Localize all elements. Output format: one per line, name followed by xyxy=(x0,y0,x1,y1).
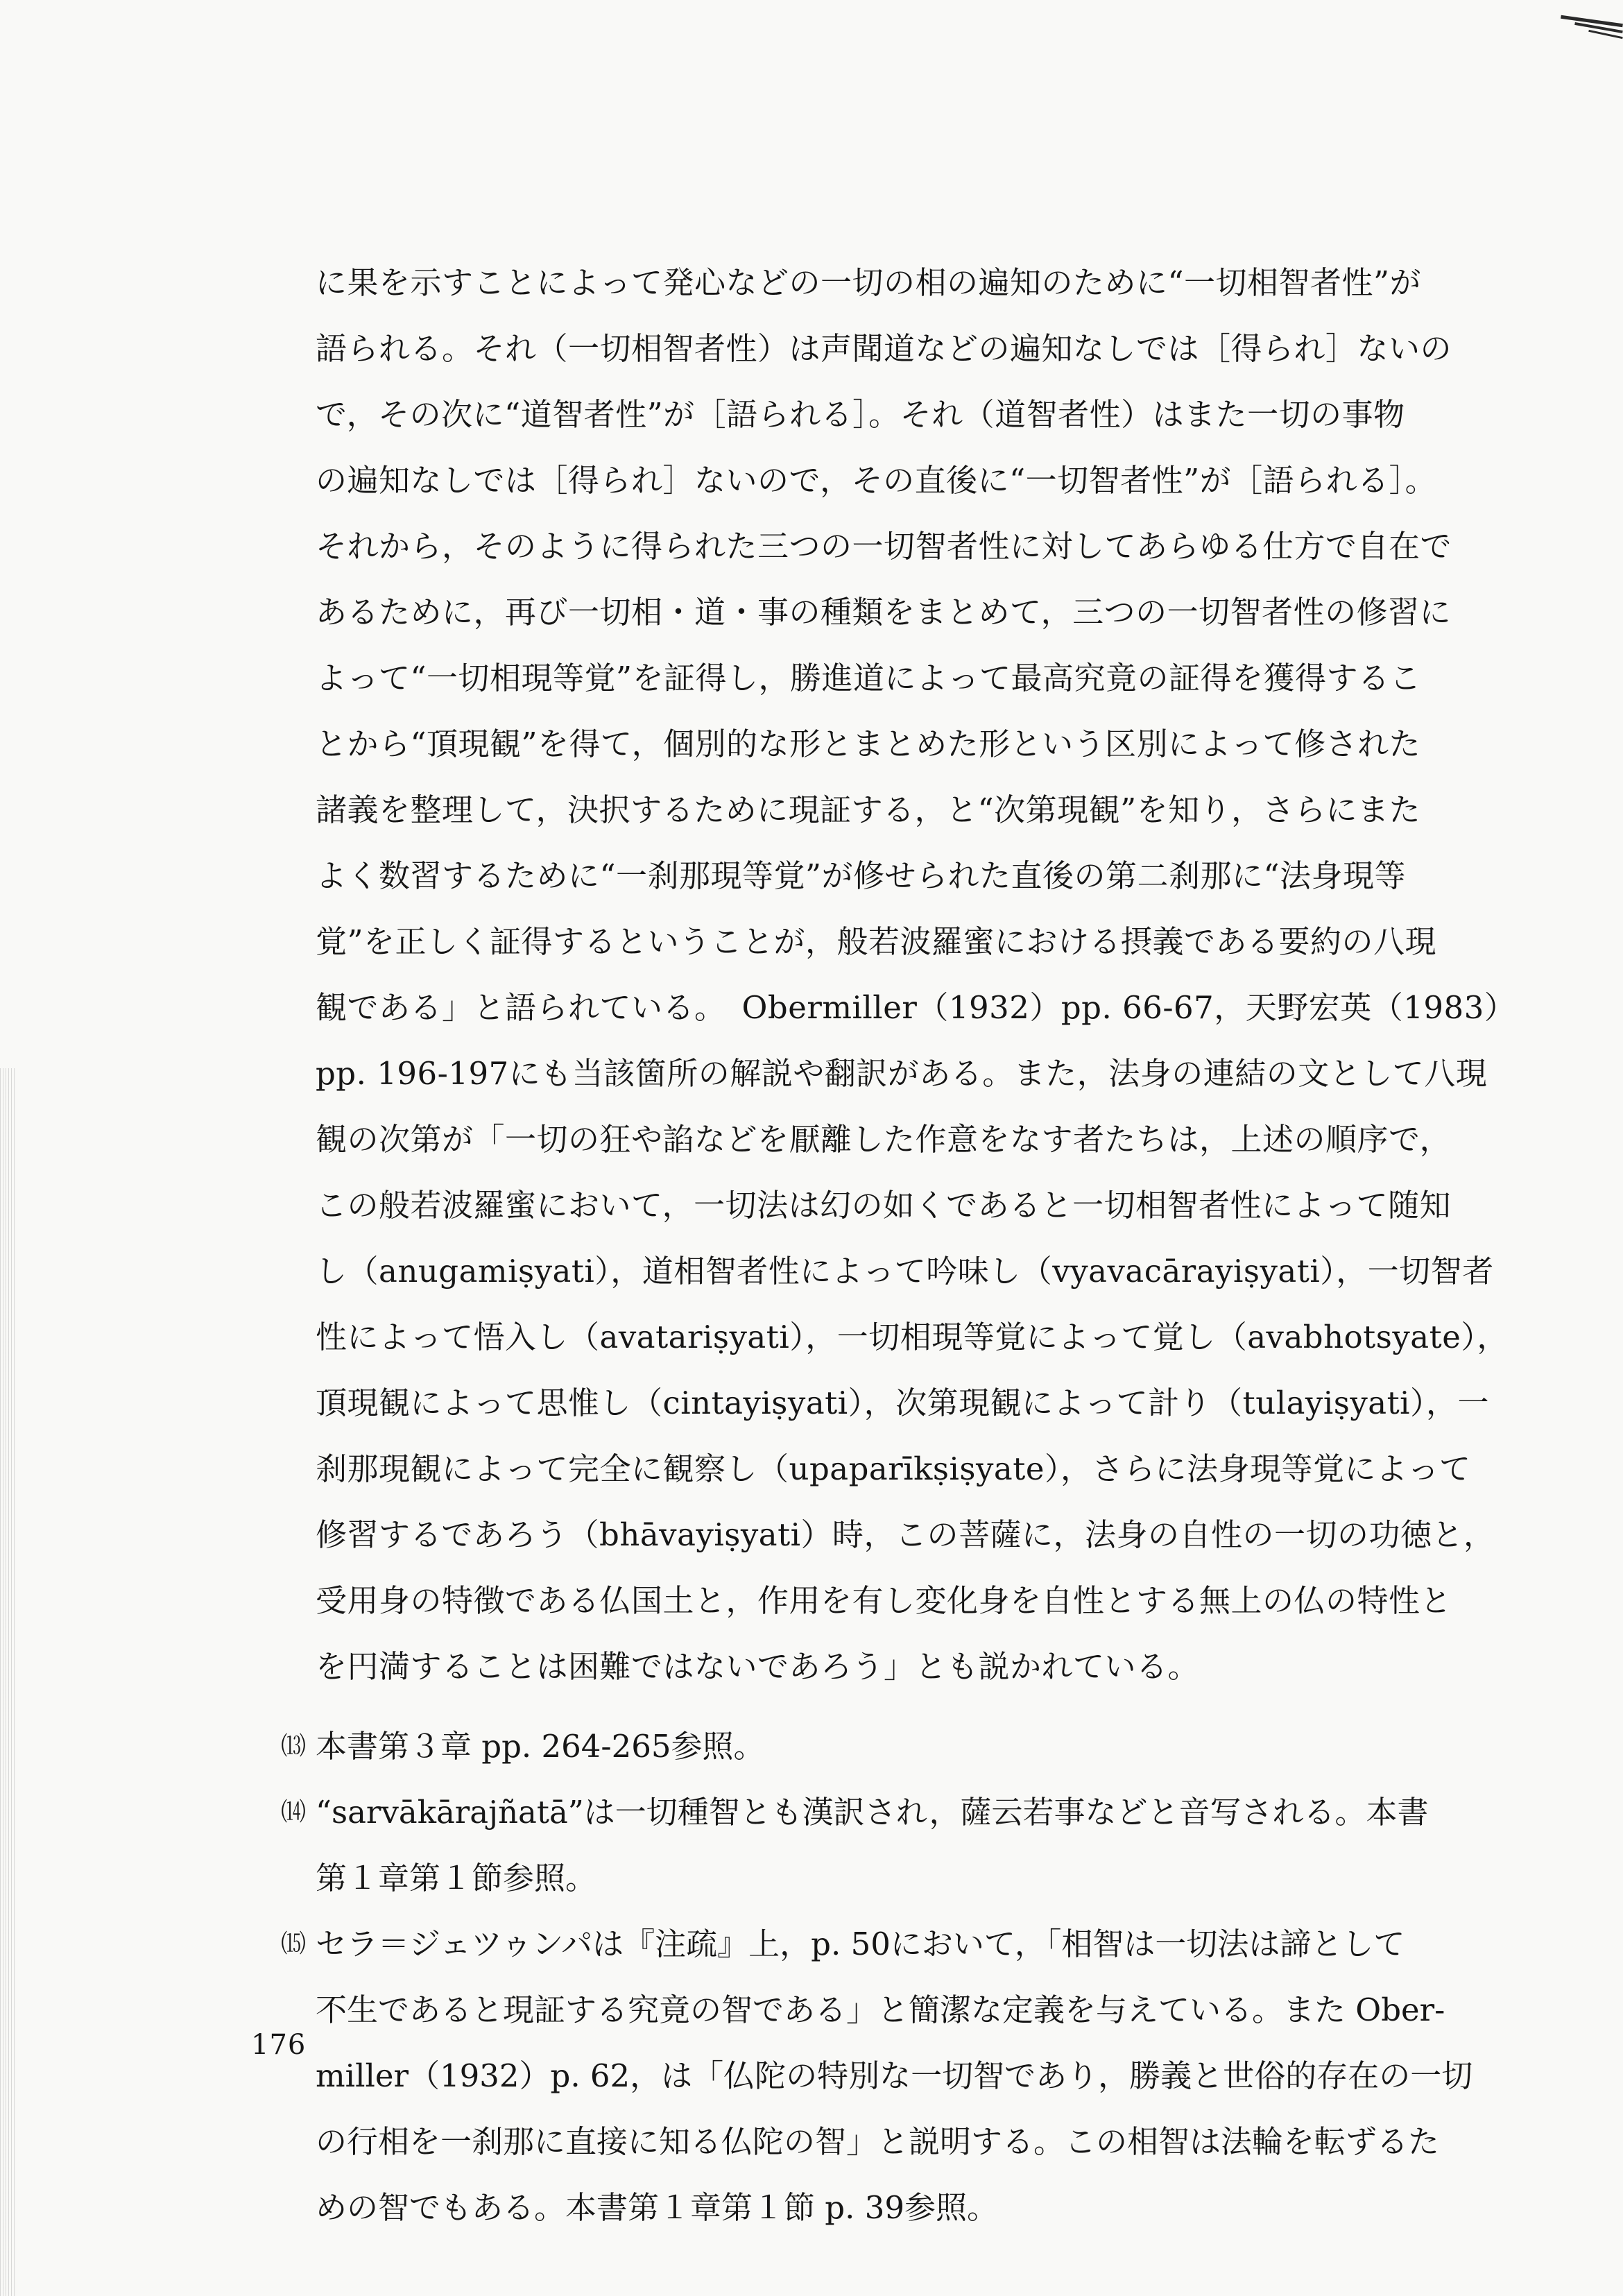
body-paragraph xyxy=(316,250,1516,1699)
paragraph-line: pp. 196-197にも当該箇所の解説や翻訳がある。また，法身の連結の文として八現 xyxy=(316,1055,1488,1092)
footnote-14 xyxy=(281,1779,1439,1911)
page-number: 176 xyxy=(251,2029,307,2061)
paragraph-line: 性によって悟入し（avatariṣyati），一切相現等覚によって覚し（avabhotsyate）， xyxy=(316,1319,1509,1355)
footnote-13 xyxy=(281,1713,1439,1779)
footnote-text: miller（1932）p. 62，は「仏陀の特別な一切智であり，勝義と世俗的存在の一切 xyxy=(316,2057,1473,2094)
paragraph-line: 語られる。それ（一切相智者性）は声聞道などの遍知なしでは［得られ］ないの xyxy=(316,330,1452,367)
footnote-line xyxy=(281,1911,1439,1977)
scan-corner-artifact xyxy=(1561,14,1623,44)
paragraph-line: で，その次に“道智者性”が［語られる］。それ（道智者性）はまた一切の事物 xyxy=(316,396,1405,433)
footnote-number: ⒀ xyxy=(281,1732,306,1760)
footnote-text: 第１章第１節参照。 xyxy=(316,1860,597,1896)
paragraph-line: 覚”を正しく証得するということが，般若波羅蜜における摂義である要約の八現 xyxy=(316,923,1437,960)
paragraph-line: それから，そのように得られた三つの一切智者性に対してあらゆる仕方で自在で xyxy=(316,528,1452,565)
footnote-line xyxy=(316,1845,1439,1911)
footnote-text: めの智でもある。本書第１章第１節 p. 39参照。 xyxy=(316,2189,998,2226)
footnote-line xyxy=(316,2109,1439,2175)
paragraph-line: 受用身の特徴である仏国土と，作用を有し変化身を自性とする無上の仏の特性と xyxy=(316,1582,1452,1619)
paragraph-line: の遍知なしでは［得られ］ないので，その直後に“一切智者性”が［語られる］。 xyxy=(316,462,1437,499)
paragraph-line: 観の次第が「一切の狂や諂などを厭離した作意をなす者たちは，上述の順序で， xyxy=(316,1121,1452,1158)
paragraph-line: 刹那現観によって完全に観察し（upaparīkṣiṣyate），さらに法身現等覚によって xyxy=(316,1450,1471,1487)
footnote-line xyxy=(281,1713,1439,1779)
paragraph-line: に果を示すことによって発心などの一切の相の遍知のために“一切相智者性”が xyxy=(316,264,1422,301)
paragraph-line: よく数習するために“一刹那現等覚”が修せられた直後の第二刹那に“法身現等 xyxy=(316,857,1407,894)
footnote-line xyxy=(316,1977,1445,2043)
footnote-text: セラ＝ジェツゥンパは『注疏』上，p. 50において，「相智は一切法は諦として xyxy=(316,1926,1405,1962)
paragraph-line: この般若波羅蜜において，一切法は幻の如くであると一切相智者性によって随知 xyxy=(316,1187,1452,1224)
footnote-text: 本書第３章 pp. 264-265参照。 xyxy=(316,1728,765,1765)
footnote-text: の行相を一刹那に直接に知る仏陀の智」と説明する。この相智は法輪を転ずるた xyxy=(316,2123,1440,2160)
paragraph-line: 観である」と語られている。 Obermiller（1932）pp. 66-67，天野宏英（1983） xyxy=(316,989,1516,1026)
footnote-text: 不生であると現証する究竟の智である」と簡潔な定義を与えている。また Ober- xyxy=(316,1991,1445,2028)
footnote-number: ⒁ xyxy=(281,1798,306,1826)
page-body xyxy=(281,250,1516,2241)
paragraph-line: 諸義を整理して，決択するために現証する，と“次第現観”を知り，さらにまた xyxy=(316,791,1421,828)
paragraph-line: 修習するであろう（bhāvayiṣyati）時，この菩薩に，法身の自性の一切の功徳と， xyxy=(316,1516,1495,1553)
paragraph-line: あるために，再び一切相・道・事の種類をまとめて，三つの一切智者性の修習に xyxy=(316,594,1452,631)
paragraph-line: を円満することは困難ではないであろう」とも説かれている。 xyxy=(316,1648,1200,1685)
paragraph-line: よって“一切相現等覚”を証得し，勝進道によって最高究竟の証得を獲得するこ xyxy=(316,660,1422,696)
footnote-text: “sarvākārajñatā”は一切種智とも漢訳され，薩云若事などと音写される。本書 xyxy=(316,1794,1429,1831)
paragraph-line: 頂現観によって思惟し（cintayiṣyati），次第現観によって計り（tulayiṣyati），一 xyxy=(316,1385,1490,1421)
footnote-line xyxy=(316,2043,1473,2109)
scan-binding-shadow xyxy=(0,1068,15,2296)
footnote-line xyxy=(316,2175,1439,2241)
paragraph-line: し（anugamiṣyati），道相智者性によって吟味し（vyavacārayiṣyati），一切智者 xyxy=(316,1253,1494,1290)
footnote-15 xyxy=(281,1911,1473,2241)
paragraph-line: とから“頂現観”を得て，個別的な形とまとめた形という区別によって修された xyxy=(316,726,1421,762)
footnote-number: ⒂ xyxy=(281,1930,306,1958)
footnote-line xyxy=(281,1779,1439,1845)
